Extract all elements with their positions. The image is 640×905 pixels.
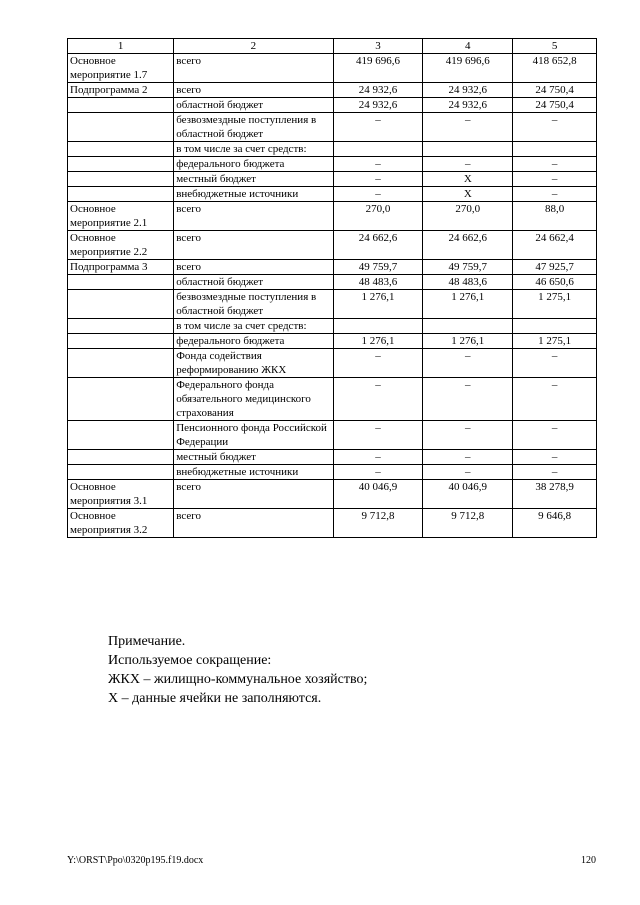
value-cell: 24 932,6 bbox=[333, 98, 423, 113]
value-cell bbox=[513, 142, 597, 157]
value-cell: 88,0 bbox=[513, 202, 597, 231]
row-item-cell: Основное мероприятия 3.2 bbox=[68, 509, 174, 538]
row-item-cell bbox=[68, 275, 174, 290]
value-cell bbox=[513, 319, 597, 334]
value-cell: – bbox=[333, 157, 423, 172]
value-cell: 48 483,6 bbox=[423, 275, 513, 290]
table-row bbox=[68, 378, 597, 421]
row-item-cell: Основное мероприятия 3.1 bbox=[68, 480, 174, 509]
value-cell: Х bbox=[423, 187, 513, 202]
header-cell: 1 bbox=[68, 39, 174, 54]
value-cell: 48 483,6 bbox=[333, 275, 423, 290]
source-cell: внебюджетные источники bbox=[174, 465, 333, 480]
value-cell: 419 696,6 bbox=[423, 54, 513, 83]
value-cell: 24 932,6 bbox=[423, 98, 513, 113]
value-cell: 1 276,1 bbox=[333, 290, 423, 319]
header-cell: 5 bbox=[513, 39, 597, 54]
source-cell: областной бюджет bbox=[174, 275, 333, 290]
source-cell: безвозмездные поступления в областной бюджет bbox=[174, 290, 333, 319]
source-cell: всего bbox=[174, 260, 333, 275]
value-cell: – bbox=[423, 450, 513, 465]
source-cell: всего bbox=[174, 480, 333, 509]
table-row bbox=[68, 480, 597, 509]
table-row bbox=[68, 275, 597, 290]
value-cell bbox=[333, 142, 423, 157]
table-row bbox=[68, 231, 597, 260]
value-cell: 9 712,8 bbox=[333, 509, 423, 538]
source-cell: в том числе за счет средств: bbox=[174, 319, 333, 334]
row-item-cell: Основное мероприятие 1.7 bbox=[68, 54, 174, 83]
source-cell: областной бюджет bbox=[174, 98, 333, 113]
value-cell: – bbox=[513, 378, 597, 421]
value-cell bbox=[423, 142, 513, 157]
row-item-cell bbox=[68, 187, 174, 202]
value-cell: 38 278,9 bbox=[513, 480, 597, 509]
value-cell: – bbox=[513, 465, 597, 480]
row-item-cell: Основное мероприятие 2.1 bbox=[68, 202, 174, 231]
source-cell: Фонда содействия реформированию ЖКХ bbox=[174, 349, 333, 378]
note-title: Примечание. bbox=[108, 634, 186, 649]
value-cell: – bbox=[333, 465, 423, 480]
value-cell: – bbox=[333, 187, 423, 202]
value-cell: – bbox=[513, 421, 597, 450]
value-cell: 24 932,6 bbox=[333, 83, 423, 98]
table-row bbox=[68, 450, 597, 465]
value-cell: 1 276,1 bbox=[333, 334, 423, 349]
value-cell: 1 275,1 bbox=[513, 334, 597, 349]
value-cell: 47 925,7 bbox=[513, 260, 597, 275]
footer-file-path: Y:\ORST\Ppo\0320p195.f19.docx bbox=[67, 855, 204, 866]
source-cell: федерального бюджета bbox=[174, 334, 333, 349]
row-item-cell bbox=[68, 349, 174, 378]
table-row bbox=[68, 465, 597, 480]
row-item-cell bbox=[68, 142, 174, 157]
value-cell: – bbox=[333, 113, 423, 142]
value-cell: 1 276,1 bbox=[423, 290, 513, 319]
value-cell: 1 275,1 bbox=[513, 290, 597, 319]
footer-page-number: 120 bbox=[581, 855, 596, 866]
value-cell: 270,0 bbox=[423, 202, 513, 231]
row-item-cell bbox=[68, 290, 174, 319]
table-row bbox=[68, 319, 597, 334]
value-cell: 24 932,6 bbox=[423, 83, 513, 98]
value-cell: – bbox=[423, 378, 513, 421]
table-row bbox=[68, 349, 597, 378]
table-row bbox=[68, 113, 597, 142]
header-cell: 2 bbox=[174, 39, 333, 54]
source-cell: безвозмездные поступления в областной бюджет bbox=[174, 113, 333, 142]
row-item-cell: Подпрограмма 2 bbox=[68, 83, 174, 98]
value-cell: – bbox=[423, 113, 513, 142]
row-item-cell bbox=[68, 450, 174, 465]
value-cell: – bbox=[513, 113, 597, 142]
source-cell: всего bbox=[174, 231, 333, 260]
row-item-cell bbox=[68, 334, 174, 349]
value-cell: 9 646,8 bbox=[513, 509, 597, 538]
table-row bbox=[68, 421, 597, 450]
value-cell: 419 696,6 bbox=[333, 54, 423, 83]
source-cell: Федерального фонда обязательного медицинского страхования bbox=[174, 378, 333, 421]
value-cell: – bbox=[423, 465, 513, 480]
source-cell: всего bbox=[174, 202, 333, 231]
value-cell: – bbox=[423, 349, 513, 378]
value-cell: – bbox=[513, 349, 597, 378]
value-cell: – bbox=[423, 421, 513, 450]
row-item-cell bbox=[68, 465, 174, 480]
source-cell: всего bbox=[174, 54, 333, 83]
note-line: ЖКХ – жилищно-коммунальное хозяйство; bbox=[108, 672, 368, 687]
value-cell: 1 276,1 bbox=[423, 334, 513, 349]
value-cell: – bbox=[513, 450, 597, 465]
value-cell: 270,0 bbox=[333, 202, 423, 231]
value-cell: – bbox=[333, 378, 423, 421]
source-cell: местный бюджет bbox=[174, 172, 333, 187]
value-cell bbox=[333, 319, 423, 334]
header-cell: 4 bbox=[423, 39, 513, 54]
note-block bbox=[108, 632, 367, 708]
value-cell: 9 712,8 bbox=[423, 509, 513, 538]
value-cell: – bbox=[333, 172, 423, 187]
value-cell: 24 750,4 bbox=[513, 83, 597, 98]
note-line: Используемое сокращение: bbox=[108, 653, 272, 668]
source-cell: в том числе за счет средств: bbox=[174, 142, 333, 157]
row-item-cell bbox=[68, 157, 174, 172]
table-row bbox=[68, 509, 597, 538]
table-row bbox=[68, 142, 597, 157]
table-row bbox=[68, 334, 597, 349]
table-row bbox=[68, 98, 597, 113]
table-row bbox=[68, 290, 597, 319]
table-row bbox=[68, 172, 597, 187]
value-cell: 24 750,4 bbox=[513, 98, 597, 113]
row-item-cell bbox=[68, 98, 174, 113]
table-row bbox=[68, 54, 597, 83]
row-item-cell bbox=[68, 319, 174, 334]
row-item-cell bbox=[68, 113, 174, 142]
table-row bbox=[68, 157, 597, 172]
table-header-row bbox=[68, 39, 597, 54]
row-item-cell bbox=[68, 378, 174, 421]
row-item-cell: Подпрограмма 3 bbox=[68, 260, 174, 275]
value-cell: Х bbox=[423, 172, 513, 187]
value-cell: 418 652,8 bbox=[513, 54, 597, 83]
table-row bbox=[68, 260, 597, 275]
row-item-cell bbox=[68, 172, 174, 187]
table-row bbox=[68, 83, 597, 98]
value-cell: 24 662,6 bbox=[333, 231, 423, 260]
value-cell: – bbox=[333, 349, 423, 378]
value-cell: 40 046,9 bbox=[423, 480, 513, 509]
source-cell: местный бюджет bbox=[174, 450, 333, 465]
value-cell: 49 759,7 bbox=[333, 260, 423, 275]
value-cell: – bbox=[513, 157, 597, 172]
value-cell: – bbox=[513, 172, 597, 187]
value-cell: 24 662,6 bbox=[423, 231, 513, 260]
value-cell: – bbox=[423, 157, 513, 172]
value-cell bbox=[423, 319, 513, 334]
value-cell: 49 759,7 bbox=[423, 260, 513, 275]
table-row bbox=[68, 187, 597, 202]
table-body bbox=[68, 39, 597, 538]
table-row bbox=[68, 202, 597, 231]
source-cell: внебюджетные источники bbox=[174, 187, 333, 202]
row-item-cell bbox=[68, 421, 174, 450]
value-cell: 24 662,4 bbox=[513, 231, 597, 260]
value-cell: – bbox=[333, 450, 423, 465]
header-cell: 3 bbox=[333, 39, 423, 54]
row-item-cell: Основное мероприятие 2.2 bbox=[68, 231, 174, 260]
value-cell: 40 046,9 bbox=[333, 480, 423, 509]
value-cell: – bbox=[333, 421, 423, 450]
value-cell: 46 650,6 bbox=[513, 275, 597, 290]
value-cell: – bbox=[513, 187, 597, 202]
note-line: Х – данные ячейки не заполняются. bbox=[108, 691, 322, 706]
source-cell: всего bbox=[174, 509, 333, 538]
source-cell: всего bbox=[174, 83, 333, 98]
source-cell: федерального бюджета bbox=[174, 157, 333, 172]
budget-table bbox=[67, 38, 597, 538]
source-cell: Пенсионного фонда Российской Федерации bbox=[174, 421, 333, 450]
